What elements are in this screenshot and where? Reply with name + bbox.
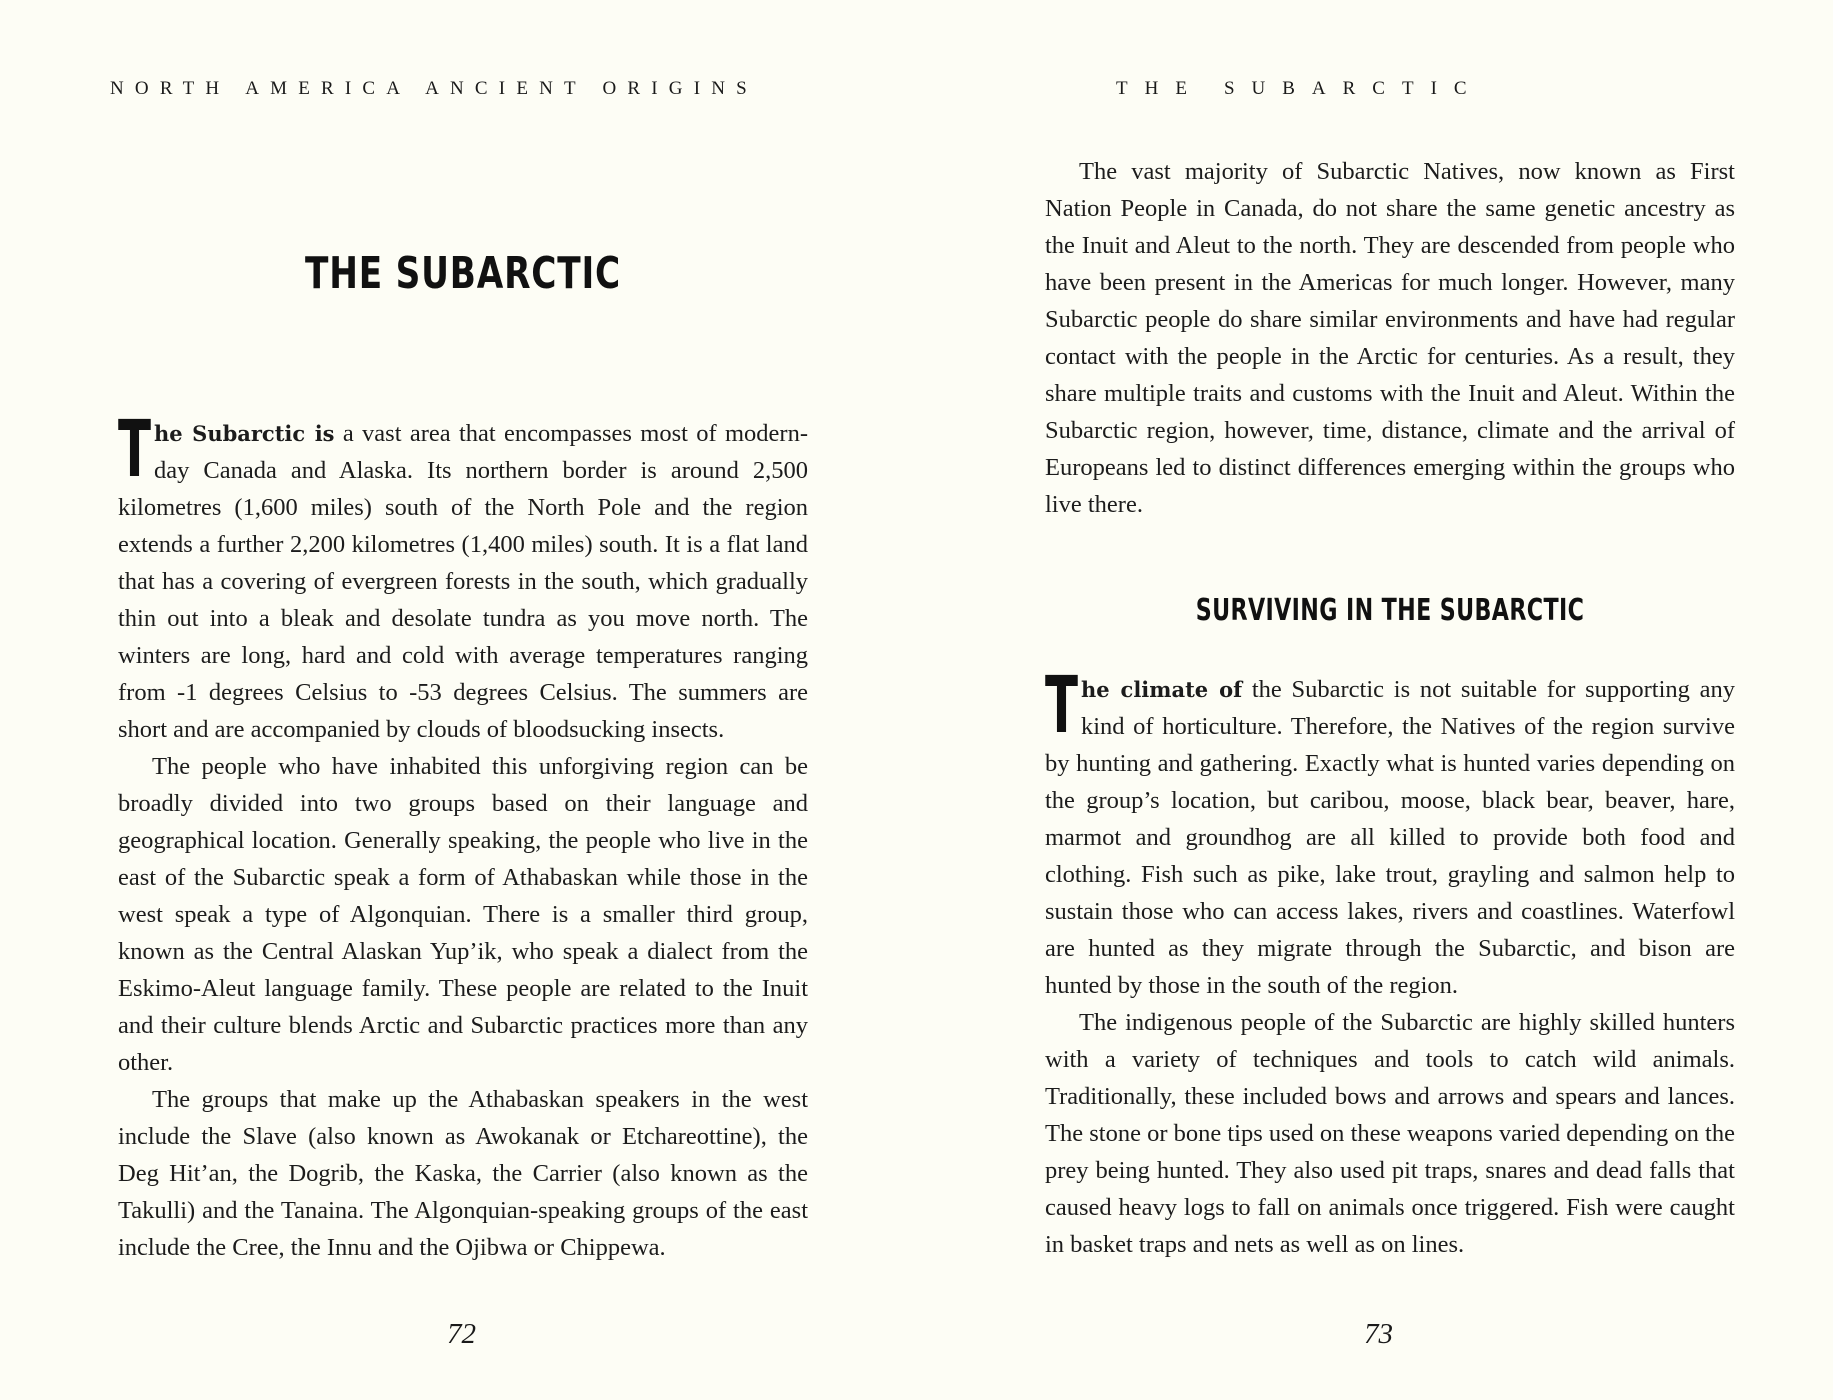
running-head-chapter-title xyxy=(1116,78,1484,100)
chapter-title: THE SUBARCTIC xyxy=(305,248,621,299)
paragraph-text: the Subarctic is not suitable for supporting any kind of horticulture. Therefore, the Natives of the region survive by hunting and gathering. Exactly what is hunted varies depending on the group’s location, but caribou, moose, black bear, beaver, hare, marmot and groundhog are all killed to provide both food and clothing. Fish such as pike, lake trout, grayling and salmon help to sustain those who can access lakes, rivers and coastlines. Waterfowl are hunted as they migrate through the Subarctic, and bison are hunted by those in the south of the region. xyxy=(1045,676,1735,999)
right-page xyxy=(916,0,1833,1400)
section-heading: SURVIVING IN THE SUBARCTIC xyxy=(1195,593,1585,628)
lead-in-text: he Subarctic is xyxy=(154,421,335,446)
running-head-book-title: NORTH AMERICA ANCIENT ORIGINS xyxy=(110,78,758,99)
running-head-word: THE xyxy=(1116,78,1204,99)
paragraph: The groups that make up the Athabaskan speakers in the west include the Slave (also known as Awokanak or Etchareottine), the Deg Hit’an, the Dogrib, the Kaska, the Carrier (also known as the Takulli) and the Tanaina. The Algonquian-speaking groups of the east include the Cree, the Innu and the Ojibwa or Chippewa. xyxy=(118,1086,808,1261)
left-page xyxy=(0,0,916,1400)
paragraph xyxy=(118,405,809,748)
intro-body-text xyxy=(1045,153,1735,523)
drop-cap: T xyxy=(1045,661,1078,751)
page-number: 73 xyxy=(1364,1318,1393,1350)
lead-in-text: he climate of xyxy=(1081,677,1243,702)
page-number: 72 xyxy=(447,1318,476,1350)
drop-cap: T xyxy=(118,405,151,495)
paragraph xyxy=(1045,661,1735,1004)
paragraph: The people who have inhabited this unforgiving region can be broadly divided into two groups based on their language and geographical location. Generally speaking, the people who live in the east of the Subarctic speak a form of Athabaskan while those in the west speak a type of Algonquian. There is a smaller third group, known as the Central Alaskan Yup’ik, who speak a dialect from the Eskimo-Aleut language family. These people are related to the Inuit and their culture blends Arctic and Subarctic practices more than any other. xyxy=(118,753,808,1076)
paragraph: The indigenous people of the Subarctic are highly skilled hunters with a variety of techniques and tools to catch wild animals. Traditionally, these included bows and arrows and spears and lances. The stone or bone tips used on these weapons varied depending on the prey being hunted. They also used pit traps, snares and dead falls that caused heavy logs to fall on animals once triggered. Fish were caught in basket traps and nets as well as on lines. xyxy=(1045,1009,1735,1258)
paragraph: The vast majority of Subarctic Natives, now known as First Nation People in Canada, do not share the same genetic ancestry as the Inuit and Aleut to the north. They are descended from people who have been present in the Americas for much longer. However, many Subarctic people do share similar environments and have had regular contact with the people in the Arctic for centuries. As a result, they share multiple traits and customs with the Inuit and Aleut. Within the Subarctic region, however, time, distance, climate and the arrival of Europeans led to distinct differences emerging within the groups who live there. xyxy=(1045,158,1735,518)
paragraph-text: a vast area that encompasses most of modern-day Canada and Alaska. Its northern border is around 2,500 kilometres (1,600 miles) south of the North Pole and the region extends a further 2,200 kilometres (1,400 miles) south. It is a flat land that has a covering of evergreen forests in the south, which gradually thin out into a bleak and desolate tundra as you move north. The winters are long, hard and cold with average temperatures ranging from -1 degrees Celsius to -53 degrees Celsius. The summers are short and are accompanied by clouds of bloodsucking insects. xyxy=(118,420,809,743)
left-body-text xyxy=(118,405,809,1266)
running-head-word: SUBARCTIC xyxy=(1223,78,1484,99)
section-body-text xyxy=(1045,661,1735,1263)
